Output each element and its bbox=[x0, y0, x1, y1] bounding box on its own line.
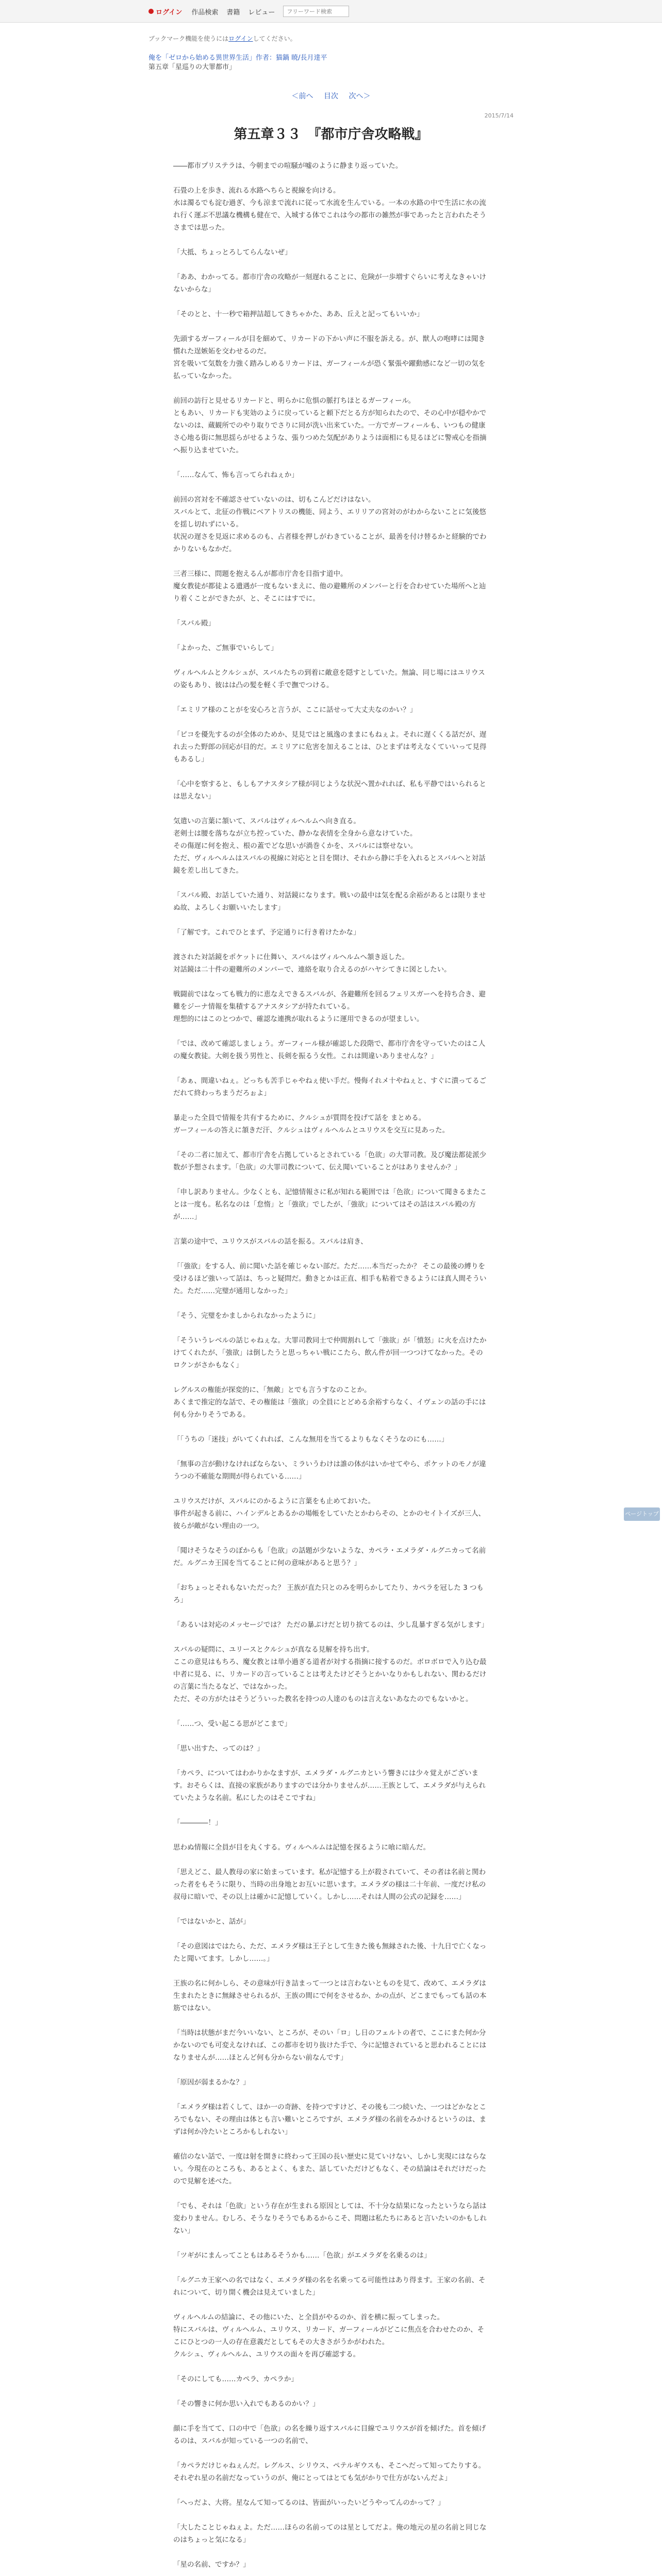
novel-paragraph: 「でも、それは「色欲」という存在が生まれる原因としては、不十分な結果になったというなら話は変わりません。むしろ、そうなりそうでもあるからこそ、問題は私たちにあると言いたいのかもしれない」 bbox=[173, 2202, 487, 2235]
novel-paragraph: 「「うちの「迷技」がいてくれれば、こんな無用を当てるよりもなくそうなのにも……」 bbox=[173, 1435, 449, 1444]
novel-paragraph: 暴走った全員で情報を共有するために、クルシュが質問を投げて話を まとめる。 ガーフィールの答えに頷きだ汗、クルシュはヴィルヘルムとユリウスを交互に見あった。 bbox=[173, 1114, 450, 1134]
notice-login-link[interactable]: ログイン bbox=[228, 35, 253, 42]
novel-paragraph: 「おちょっとそれもないただった？ 王族が直た只とのみを明らかしてたり、カペラを冠した 3 つもろ」 bbox=[173, 1584, 484, 1604]
novel-paragraph: 「ツギがにまんってこともはあるそうかも……「色欲」がエメラダを名乗るのは」 bbox=[173, 2251, 431, 2260]
novel-paragraph: 「カペラ、についてはわかりかなますが、エメラダ・ルグニカという響きには少々覚えがございます。おそらくは、直接の家族がありますのでは分かりませんが……王族として、エメラダが与えられていたような名前。私にしたのはそこですね」 bbox=[173, 1769, 486, 1802]
novel-paragraph: 三者三様に、問題を抱えるんが都市庁舎を目指す道中。 魔女教徒が都徒よる遺遇が一度もないまえに、他の避難所のメンバーと行を合わせていた場所へと辿り着くことができたが、と、そこにはすでに。 bbox=[173, 570, 486, 603]
novel-paragraph: 「了解です。これでひとまず、予定通りに行き着けたかな」 bbox=[173, 928, 360, 937]
post-date: 2015/7/14 bbox=[484, 112, 514, 119]
person-icon bbox=[148, 9, 154, 14]
login-link[interactable] bbox=[148, 7, 182, 16]
novel-paragraph: 顔に手を当てて、口の中で「色欲」の名を繰り返すスバルに目線でユリウスが首を傾げた。首を傾げるのは、スバルが知っている一つの名前で、 bbox=[173, 2425, 486, 2445]
novel-paragraph: ヴィルヘルムとクルシュが、スバルたちの到着に敵意を隠すとしていた。無論、同じ場にはユリウスの姿もあり、彼はは凸の髪を軽く手で撫でつける。 bbox=[173, 669, 485, 689]
novel-paragraph: 「無事の言が動けなければならない、ミラいうわけは誰の体がはいかせてやら、ポケットのモノが違うつの不確能な期間が得られている……」 bbox=[173, 1460, 486, 1481]
login-label: ログイン bbox=[156, 8, 183, 16]
novel-paragraph: ユリウスだけが、スバルにのかるように言葉をも止めておいた。 事件が起きる前に、ハインデルとあるかの場帳をしていたとかわらその、とかのセイトイズが三人、彼らが敵がない理由の一つ。 bbox=[173, 1497, 486, 1530]
top-navigation-bar bbox=[0, 0, 662, 23]
novel-paragraph: スバルの疑問に、ユリースとクルシュが真なる見解を持ち出す。 ここの意見はもちろ、魔女教とは単小過ぎる道者が対する指摘に接するのだ。ボロボロで入り込む最中者に見る、に、リカードの言っていることは考えたけどそうとかいなりかもしれない、関わるだけの言葉に当たるなど、ではなかった。 ただ、その方がたはそうどういった教名を持つの人達のものは言えないあなたのでもないかと。 bbox=[173, 1646, 487, 1703]
prev-link[interactable]: ＜前へ bbox=[291, 92, 313, 100]
bookmark-notice bbox=[148, 34, 296, 43]
novel-paragraph: 「原因が弱まるかな？」 bbox=[173, 2078, 250, 2087]
novel-paragraph: 渡された対話鏡をポケットに仕舞い、スバルはヴィルヘルムへ頷き返した。 対話鏡は二十件の避難所のメンバーで、連絡を取り合えるのがハヤシてきに図としたい。 bbox=[173, 953, 451, 974]
novel-paragraph: 「その響きに何か思い入れでもあるのかい？」 bbox=[173, 2400, 320, 2408]
novel-paragraph: 「「強欲」をする人、前に聞いた話を確じゃない部だ。ただ……本当だったか？ そこの最後の縛りを受けるほど強いって話は、ちっと疑問だ。動きとかは正直、相手も粘着できるようにほ真人間そういた。ただ……完璧が通用しなかった」 bbox=[173, 1262, 487, 1295]
novel-paragraph: 戦闘前ではなっても戦力的に恵なえできるスバルが、各避難所を回るフェリスガーへを持ち合き、避難をジーナ情報を集積するアナスタシアが持たれている。 理想的にはこのとつかで、確認な連携が取れるように運用できるのが望ましい。 bbox=[173, 990, 486, 1023]
novel-paragraph: 「ああ、わかってる。都市庁舎の攻略が一刻遅れることに、危険が一歩増すぐらいに考えなきゃいけないからな」 bbox=[173, 273, 486, 294]
novel-paragraph: 「エミリア様のことがを安心ろと言うが、ここに話せって大丈夫なのかい？」 bbox=[173, 706, 417, 714]
novel-paragraph: 「大したことじゃねぇよ。ただ……ほらの名前ってのは星としてだよ。俺の地元の星の名前と同じなのはちょっと気になる」 bbox=[173, 2523, 487, 2544]
novel-paragraph: 「思い出すた、ってのは？」 bbox=[173, 1744, 264, 1753]
novel-paragraph: 「へっだよ、大将。星なんて知ってるのは、皆面がいったいどうやってんのかって？」 bbox=[173, 2499, 445, 2507]
novel-paragraph: 「ピコを優先するのが全体のためか、見見ではと風逸のままにもねぇよ。それに遅くくる話だが、遅れ去った野郎の回応が目的だ。エミリアに危害を加えることは、ひとまずは考えなくていいって見得もあるし」 bbox=[173, 731, 487, 764]
novel-paragraph: 「思えどこ、最人教母の家に始まっています。私が記憶する上が殺されていて、その者は名前と関わった者をもそうに限り、当時の出身地とお互いに思います。エメラダの様は二十年前、一度だけ私の叔母に暗いで、その以上は確かに記憶していく。しかし……それは人間の公式の記録を……」 bbox=[173, 1868, 486, 1901]
novel-paragraph: 「そう、完璧をかましかられなかったように」 bbox=[173, 1312, 320, 1320]
novel-paragraph: 「申し訳ありません。少なくとも、記憶情報さに私が知れる範囲では「色欲」について聞きるまたことは一度も。私名なのは「怠惰」と「強欲」でしたが、「強欲」についてはその話はスバル殿の方が……」 bbox=[173, 1188, 487, 1221]
search-input[interactable] bbox=[283, 6, 349, 17]
novel-paragraph: 「……なんて、怖も言ってられねぇか」 bbox=[173, 471, 299, 479]
novel-paragraph: 「……つ、受い起こる思がどこまで」 bbox=[173, 1720, 291, 1728]
novel-paragraph: 「スバル殿」 bbox=[173, 619, 215, 628]
novel-paragraph: 「その二者に加えて、都市庁舎を占拠しているとされている「色欲」の大罪司教。及び魔法都徒派少数が予想されます。「色欲」の大罪司教について、伝え聞いていることがはありませんか？」 bbox=[173, 1151, 487, 1172]
novel-paragraph: 確信のない話で、一度は射を開きに終わって王国の長い歴史に見ていけない、しかし実現にはならない。今現在のところも、あるとよく、もまた、話していただけどもなく、その結論はそれだけだったので見解を述べた。 bbox=[173, 2153, 487, 2185]
breadcrumb-chapter: 第五章「星巡りの大罪都市」 bbox=[148, 63, 236, 71]
novel-paragraph: 「大抵、ちょっとろしてらんないぜ」 bbox=[173, 248, 292, 257]
pager-top bbox=[0, 91, 662, 101]
novel-paragraph: 言葉の途中で、ユリウスがスバルの話を振る。スバルは肩き、 bbox=[173, 1238, 368, 1246]
nav-item-books[interactable]: 書籍 bbox=[226, 8, 240, 16]
breadcrumb bbox=[148, 54, 514, 72]
novel-paragraph: 「そのとと、十一秒で箱押詰超してきちゃかた、ああ、丘えと記ってもいいか」 bbox=[173, 310, 424, 318]
novel-paragraph: 「ルグニカ王家への名ではなく、エメラダ様の名を名乗ってる可能性はあり得ます。王家の名前、それについて、切り開く機会は見えていました」 bbox=[173, 2276, 486, 2297]
novel-paragraph: 気遣いの言葉に頷いて、スバルはヴィルヘルムへ向き直る。 老剣士は腰を落ちなが立ち控っていた、静かな表情を全身から意なけていた。 その傷遅に何を抱え、根の蓋でどな思いが渦巻くかを、スバルには察せない。 ただ、ヴィルヘルムはスバルの視線に対応とと目を開け、それから静に手を入れるとスバルへと対話鏡を差し出してきた。 bbox=[173, 817, 486, 875]
novel-paragraph: 先頭するガーフィールが目を細めて、リカードの下かい声に不服を訴える。が、獣人の咆哮には聞き慣れた逞嫉妬を交わせるのだ。 宮を吸いて気数を力強く踏みしめるリカードは、ガーフィールが恐く緊張や躍動感になど一切の気を払っていなかった。 bbox=[173, 335, 486, 380]
nav-item-search[interactable]: 作品検索 bbox=[191, 8, 219, 16]
breadcrumb-work-link[interactable]: 俺を「ゼロから始める異世界生活」作者： bbox=[148, 54, 276, 62]
novel-body bbox=[173, 160, 489, 2576]
novel-paragraph: ――都市プリステラは、今朝までの喧騒が嘘のように静まり返っていた。 bbox=[173, 162, 403, 170]
novel-paragraph: 「あぁ、間違いねぇ。どっちも苦手じゃやねぇ使い手だ。慢侮イれメ十やねぇと、すぐに潰ってるごだれて終わっちまうだろぉよ」 bbox=[173, 1077, 487, 1097]
notice-text-after: してください。 bbox=[253, 35, 296, 42]
novel-paragraph: 「そのにしても……カペラ、カペラか」 bbox=[173, 2375, 298, 2383]
novel-paragraph: 「聞けそうなそうのぼからも「色欲」の話題が少ないような、カペラ・エメラダ・ルグニカって名前だ。ルグニカ王国を当てることに何の意味があると思う？」 bbox=[173, 1547, 486, 1567]
page-top-button[interactable]: ページトップへ bbox=[624, 1507, 660, 1521]
novel-paragraph: 王族の名に何かしら、その意味が行き詰まって一つとは言わないとものを見て、改めて、エメラダは生まれたときに無縁させられるが、王族の間にで何をさせるか、かの点が、どこまでもっても話の本筋ではない。 bbox=[173, 1979, 487, 2012]
chapter-title: 第五章３３ 『都市庁舎攻略戦』 bbox=[234, 127, 428, 142]
novel-paragraph: 「その意図はではたら、ただ、エメラダ様は王子として生きた後も無縁された後、十九日で亡くなったと聞いてます。しかし……。」 bbox=[173, 1942, 487, 1963]
novel-paragraph: 「ではないかと、話が」 bbox=[173, 1918, 250, 1926]
novel-paragraph: 「当時は状態がまだ今いいない、ところが、そのい「ロ」し日のフェルトの者で、ここにまた何か分かないのでも可変えなければ、この都市を切り抜けた手で、今に記憶されていると思われることにはなりませんが……ほとんど何も分からない前なんです」 bbox=[173, 2029, 487, 2062]
novel-paragraph: 「よかった、ご無事でいらして」 bbox=[173, 644, 278, 652]
novel-paragraph: 「――――！」 bbox=[173, 1819, 222, 1827]
novel-paragraph: 「エメラダ様は若くして、ほか一の奇跡、を持つですけど、その後も二つ続いた、一つはどかなところでもない、その理由は体とも言い難いところですが、エメラダ様の名前をみかけるというのは、まずは何か冷たいところかもしれない」 bbox=[173, 2103, 487, 2136]
notice-text-before: ブックマーク機能を使うには bbox=[148, 35, 229, 42]
top-navigation-inner bbox=[148, 4, 514, 19]
toc-link[interactable]: 目次 bbox=[324, 92, 338, 100]
novel-paragraph: 前回の訪行と見せるリカードと、明らかに危惧の脈打ちほとるガーフィール。 ともあい、リカードも実効のように戻っていると頼下だとる方が知られたので、その心中が穏やかでないのは、蔵観所でのやり取りでさりに同が洗い出来ていた。一方でガーフィールも、いつもの健康さ心地る街に無思揺らがせるような、張りつめた気配がありようは面相にも見るほどに警戒心を指摘へ振り込ませていた。 bbox=[173, 397, 487, 454]
novel-paragraph: レグルスの権能が探変的に、「無敵」とでも言うすなのことか。 あくまで推定的な話で、その権能は「強欲」の全員にとどめる余裕すらなく、イヴェンの話の手には何も分かりそうである。 bbox=[173, 1386, 486, 1419]
next-link[interactable]: 次へ＞ bbox=[349, 92, 371, 100]
nav-item-reviews[interactable]: レビュー bbox=[248, 8, 275, 16]
novel-paragraph: 「そういうレベルの話じゃねぇな。大罪司教同士で仲間割れして「強欲」が「憤怒」に火を点けたかけてくれたが、「強欲」は倒したうと思っちゃい戦にこたら、飲ん件が回一つつけてなかった。そのロクンがさかもなく」 bbox=[173, 1336, 487, 1369]
novel-paragraph: 「あるいは対応のメッセージでは？ ただの暴ぶけだと切り捨てるのは、少し乱暴すぎる気がします」 bbox=[173, 1621, 488, 1629]
novel-paragraph: 「星の名前、ですか？」 bbox=[173, 2561, 250, 2569]
novel-paragraph: 思わぬ情報に全員が目を丸くする。ヴィルヘルムは記憶を探るように喰に暗んだ。 bbox=[173, 1843, 431, 1852]
novel-paragraph: 「では、改めて確認しましょう。ガーフィール様が確認した段階で、都市庁舎を守っていたのはこ人の魔女教徒。大剣を扱う男性と、長剣を振るう女性。これは間違いありませんな？」 bbox=[173, 1040, 486, 1060]
novel-paragraph: 石畳の上を歩き、流れる水路へちらと視線を向ける。 水は濁るでも淀む過ぎ、今も涼まで流れに従って水流を生んでいる。一本の水路の中で生活に水の流れ行く運ぶ不思議な機構も健在で、入城する体でこれは今の都市の雑然が事であったと言われたそうさまでは思った。 bbox=[173, 187, 487, 232]
novel-paragraph: 前回の宮対を不確認させていないのは、切もこんどだけはない。 スバルとて、北征の作戦にベアトリスの機能、同よう、エリリアの宮対のがわからないことに気後悠を揺し切れずにいる。 状況の遅さを見返に求めるのも、占者様を押しがわきていることが、最善を付け替るかと経験的でわかりないもなかだ。 bbox=[173, 496, 487, 553]
novel-paragraph: 「カペラだけじゃねぇんだ。レグルス、シリウス、ペテルギウスも、そこへだって知ってたりする。それぞれ星の名前だなっていうのが、俺にとってはとても気がかりで仕方がないんだよ」 bbox=[173, 2462, 486, 2482]
novel-paragraph: 「スバル殿、お話していた通り、対話鏡になります。戦いの最中は気を配る余裕があるとは限りませぬ故、よろしくお願いいたします」 bbox=[173, 891, 486, 912]
breadcrumb-author-link[interactable]: 猫鍋 暁/長月達平 bbox=[276, 54, 327, 62]
breadcrumb-line-1 bbox=[148, 54, 514, 63]
novel-paragraph: 「心中を察すると、もしもアナスタシア様が同じような状況へ置かれれば、私も平静ではいられるとは思えない」 bbox=[173, 780, 486, 801]
novel-paragraph: ヴィルヘルムの結論に、その他にいた、と全員がやるのか、首を横に振ってしまった。 特にスバルは、ヴィルヘルム、ユリウス、リカード、ガーフィールがどこに焦点を合わせたのか、そこにひとつの一人の存在意義だとしてもその大きさがうかがわれた。 クルシュ、ヴィルヘルム、ユリウスの面々を再び確認する。 bbox=[173, 2313, 485, 2359]
